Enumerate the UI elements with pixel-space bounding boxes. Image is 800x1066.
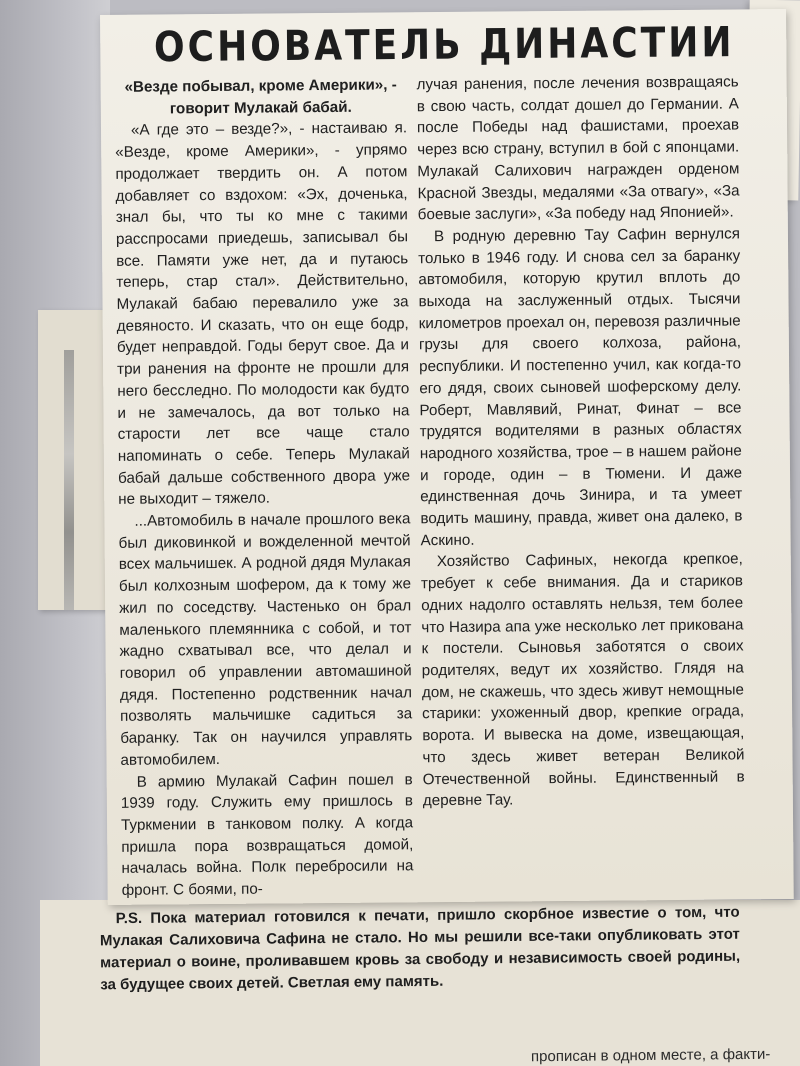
- article-paragraph: ...Автомобиль в начале прошлого века был диковинкой и вожделенной мечтой всех мальчишек. А родной дядя Мулакая был колхозным шофером, да к тому же жил по соседству. Частенько он брал маленького племянника с собой, и тот жадно схватывал все, что делал и говорил об управлении автомашиной дядя. Постепенно родственник начал позволять мальчишке садиться за баранку. Так он научился управлять автомобилем.: [118, 510, 413, 769]
- article-column-right: [417, 71, 745, 812]
- postscript: [100, 902, 741, 997]
- article-column-left: [115, 74, 414, 901]
- newspaper-clipping: [100, 9, 794, 905]
- next-article-fragment: прописан в одном месте, а факти-: [530, 1045, 771, 1066]
- article-paragraph: В родную деревню Тау Сафин вернулся только в 1946 году. И снова сел за баранку автомобиля, которую крутил вплоть до выхода на заслуженный отдых. Тысячи километров проехал он, перевозя различные грузы для своего колхоза, района, республики. И постепенно учил, как когда-то его дядя, своих сыновей шоферскому делу. Роберт, Мавлявий, Ринат, Финат – все трудятся водителями в разных областях народного хозяйства, трое – в нашем районе и городе, один – в Тюмени. И даже единственная дочь Зинира, и та умеет водить машину, правда, живет она далеко, в Аскино.: [418, 225, 743, 549]
- article-paragraph: «А где это – везде?», - настаиваю я. «Везде, кроме Америки», - упрямо продолжает твердить он. А потом добавляет со вздохом: «Эх, доченька, знал бы, что ты ко мне с такими расспросами приедешь, записывал бы все. Памяти уже нет, да и путаюсь теперь, стар стал». Действительно, Мулакай бабаю перевалило уже за девяносто. И сказать, что он еще бодр, будет неправдой. Годы берут свое. Да и три ранения на фронте не прошли для него бесследно. По молодости как будто и не замечалось, да вот только на старости лет все чаще стало напоминать о себе. Теперь Мулакай бабай дальше собственного двора уже не выходит – тяжело.: [115, 119, 411, 509]
- article-paragraph: лучая ранения, после лечения возвращаясь в свою часть, солдат дошел до Германии. А после Победы над фашистами, проехав через всю страну, вступил в бой с японцами. Мулакай Салихович награжден орденом Красной Звезды, медалями «За отвагу», «За боевые заслуги», «За победу над Японией».: [416, 73, 740, 224]
- article-lead: «Везде побывал, кроме Америки», - говорит Мулакай бабай.: [124, 76, 397, 118]
- article-title: ОСНОВАТЕЛЬ ДИНАСТИИ: [153, 19, 735, 72]
- article-paragraph: Хозяйство Сафиных, некогда крепкое, требует к себе внимания. Да и стариков одних надолго оставлять нельзя, тем более что Назира апа уже несколько лет прикована к постели. Сыновья заботятся о своих родителях, ведут их хозяйство. Глядя на дом, не скажешь, что здесь живут немощные старики: ухоженный двор, крепкие ограда, ворота. И вывеска на доме, извещающая, что здесь живет ветеран Великой Отечественной войны. Единственный в деревне Тау.: [420, 550, 745, 810]
- photo-strip: [64, 350, 74, 610]
- article-paragraph: В армию Мулакай Сафин пошел в 1939 году. Служить ему пришлось в Туркмении в танковом полку. А когда пришла пора возвращаться домой, началась война. Полк перебросили на фронт. С боями, по-: [120, 770, 414, 899]
- postscript-text: P.S. Пока материал готовился к печати, пришло скорбное известие о том, что Мулакая Салиховича Сафина не стало. Но мы решили все-таки опубликовать этот материал о воине, проливавшем кровь за свободу и независимость своей родины, за будущее своих детей. Светлая ему память.: [99, 903, 741, 994]
